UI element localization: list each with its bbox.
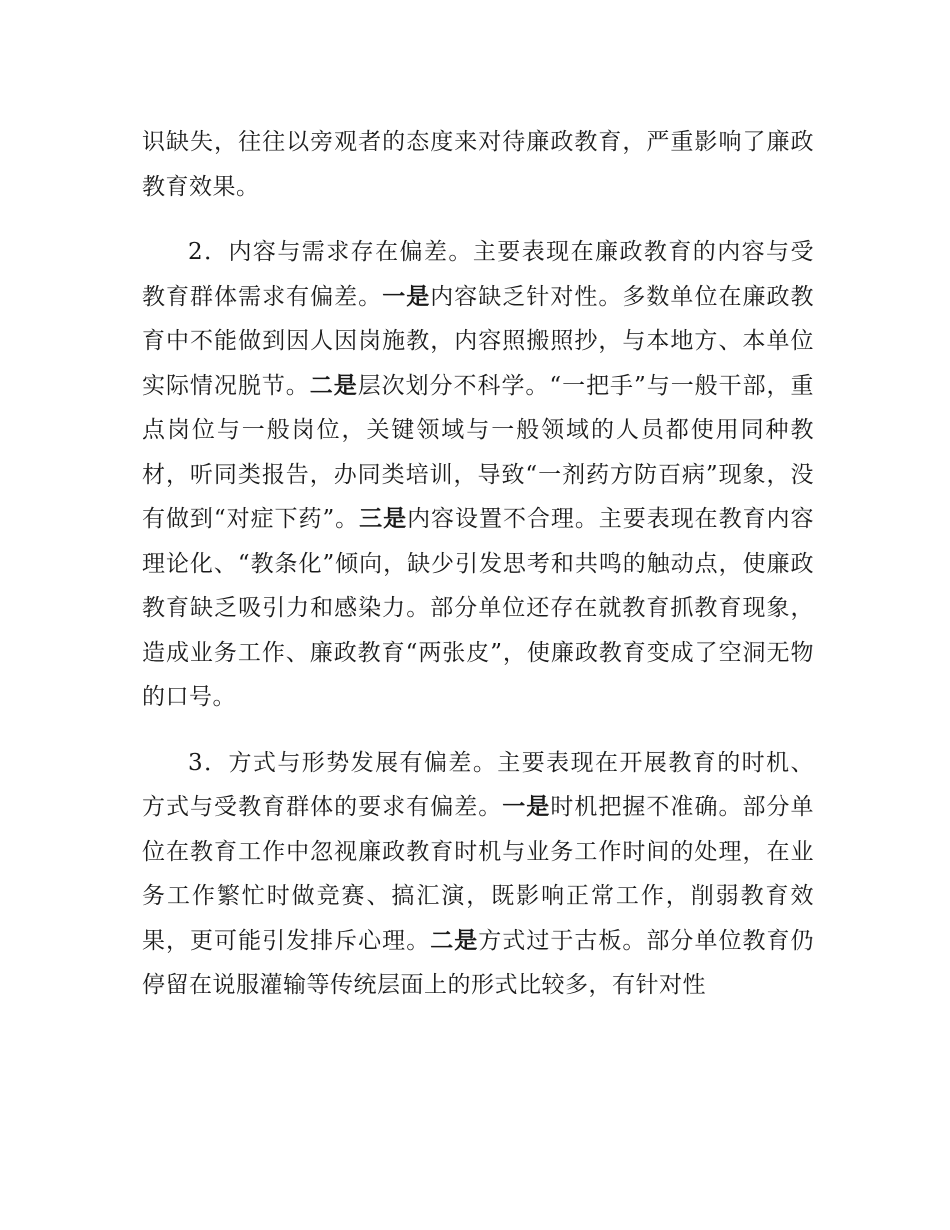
enumeration-marker-second: 二是 [309, 372, 358, 399]
point-text-second: 层次划分不科学。“一把手”与一般干部，重点岗位与一般岗位，关键领域与一般领域的人员都使用同种教材，听同类报告，办同类培训，导致“一剂药方防百病”现象，没有做到“对症下药”。 [142, 372, 815, 532]
paragraph-method-situation-gap [142, 741, 814, 1008]
point-text-first: 时机把握不准确。部分单位在教育工作中忽视廉政教育时机与业务工作时间的处理，在业务工作繁忙时做竞赛、搞汇演，既影响正常工作，削弱教育效果，更可能引发排斥心理。 [142, 794, 815, 954]
paragraph-continuation [142, 120, 814, 209]
point-text-first: 内容缺乏针对性。多数单位在廉政教育中不能做到因人因岗施教，内容照搬照抄，与本地方、本单位实际情况脱节。 [142, 283, 815, 399]
enumeration-marker-second: 二是 [430, 927, 479, 954]
paragraph-text: 识缺失，往往以旁观者的态度来对待廉政教育，严重影响了廉政教育效果。 [142, 129, 814, 200]
point-text-second: 方式过于古板。部分单位教育仍停留在说服灌输等传统层面上的形式比较多，有针对性 [142, 927, 815, 998]
enumeration-marker-first: 一是 [382, 283, 431, 310]
enumeration-marker-third: 三是 [359, 506, 408, 532]
paragraph-lead: 3．方式与形势发展有偏差。主要表现在开展教育的时机、方式与受教育群体的要求有偏差。 [142, 749, 814, 820]
paragraph-content-demand-gap [142, 230, 814, 720]
point-text-third: 内容设置不合理。主要表现在教育内容理论化、“教条化”倾向，缺少引发思考和共鸣的触动点，使廉政教育缺乏吸引力和感染力。部分单位还存在就教育抓教育现象，造成业务工作、廉政教育“两张皮”，使廉政教育变成了空洞无物的口号。 [142, 506, 815, 710]
document-body [142, 120, 814, 1008]
enumeration-marker-first: 一是 [502, 794, 551, 820]
paragraph-lead: 2．内容与需求存在偏差。主要表现在廉政教育的内容与受教育群体需求有偏差。 [142, 239, 814, 310]
